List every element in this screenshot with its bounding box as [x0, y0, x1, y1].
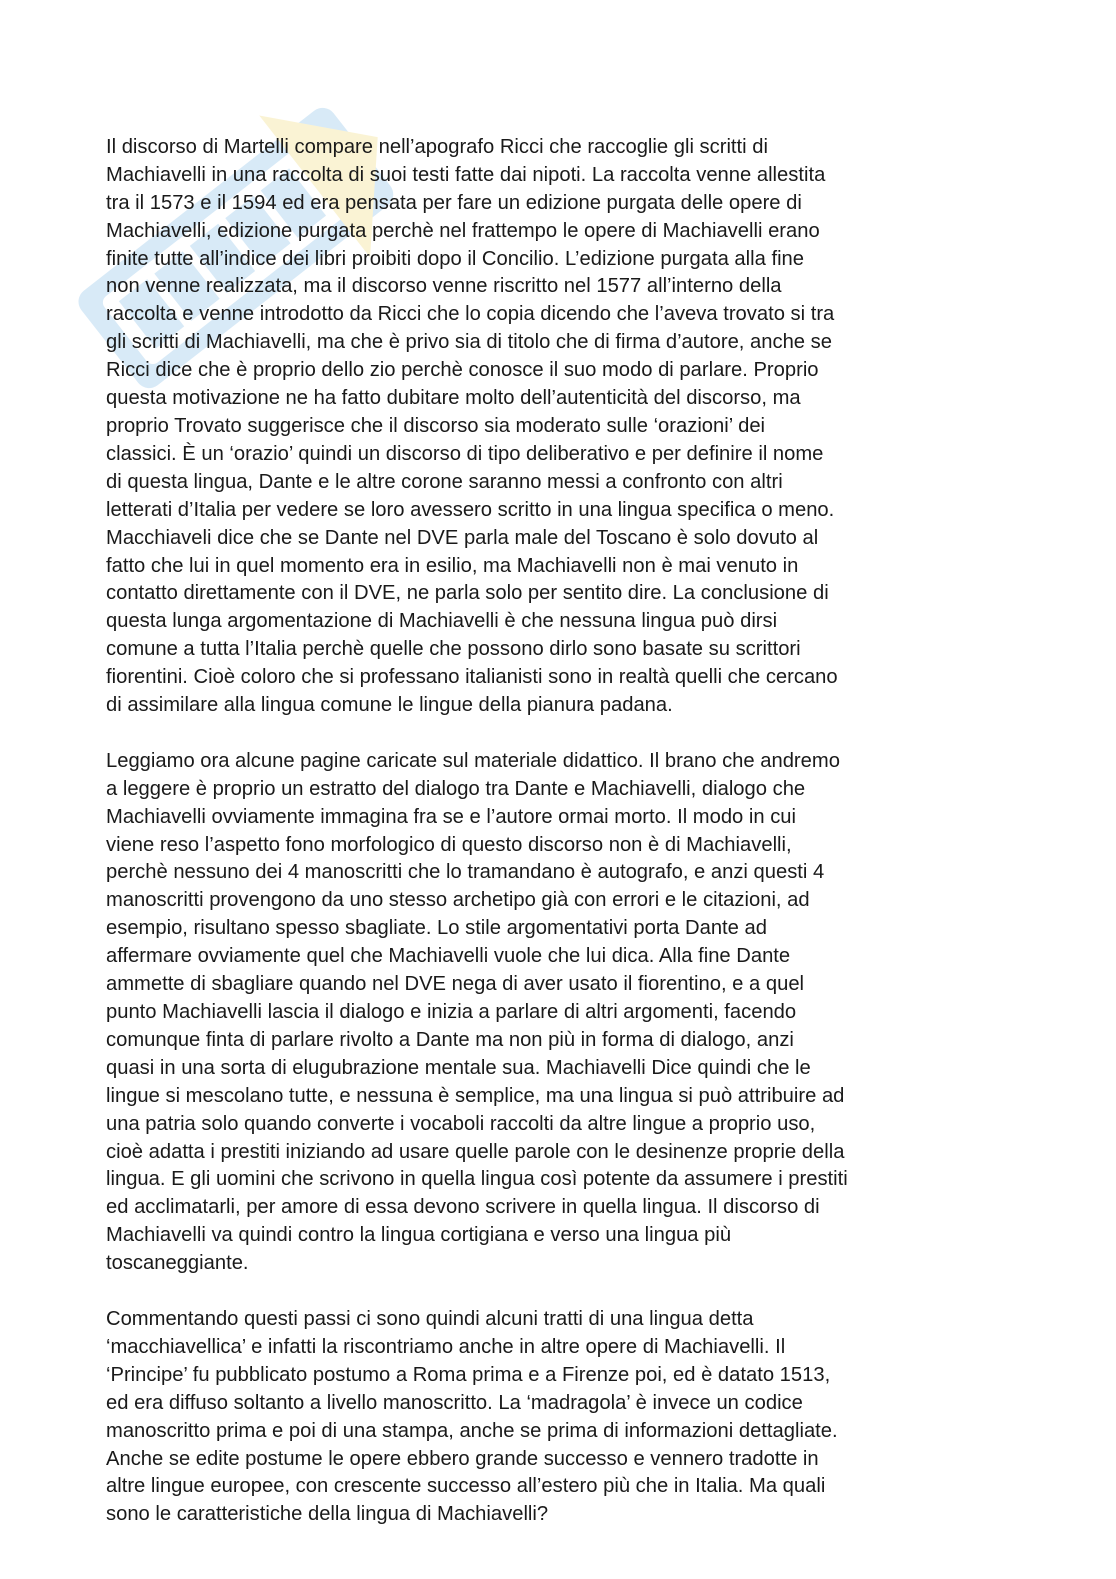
paragraph-2: Leggiamo ora alcune pagine caricate sul materiale didattico. Il brano che andremo a leggere è proprio un estratto del dialogo tra Dante e Machiavelli, dialogo che Machiavelli ovviamente immagina fra se e l’autore ormai morto. Il modo in cui viene reso l’aspetto fono morfologico di questo discorso non è di Machiavelli, perchè nessuno dei 4 manoscritti che lo tramandano è autografo, e anzi questi 4 manoscritti provengono da uno stesso archetipo già con errori e le citazioni, ad esempio, risultano spesso sbagliate. Lo stile argomentativi porta Dante ad affermare ovviamente quel che Machiavelli vuole che lui dica. Alla fine Dante ammette di sbagliare quando nel DVE nega di aver usato il fiorentino, e a quel punto Machiavelli lascia il dialogo e inizia a parlare di altri argomenti, facendo comunque finta di parlare rivolto a Dante ma non più in forma di dialogo, anzi quasi in una sorta di elugubrazione mentale sua. Machiavelli Dice quindi che le lingue si mescolano tutte, e nessuna è semplice, ma una lingua si può attribuire ad una patria solo quando converte i vocaboli raccolti da altre lingue a proprio uso, cioè adatta i prestiti iniziando ad usare quelle parole con le desinenze proprie della lingua. E gli uomini che scrivono in quella lingua così potente da assumere i prestiti ed acclimatarli, per amore di essa devono scrivere in quella lingua. Il discorso di Machiavelli va quindi contro la lingua cortigiana e verso una lingua più toscaneggiante.: [106, 749, 848, 1275]
paragraph-1: Il discorso di Martelli compare nell’apografo Ricci che raccoglie gli scritti di Machiavelli in una raccolta di suoi testi fatte dai nipoti. La raccolta venne allestita tra il 1573 e il 1594 ed era pensata per fare un edizione purgata delle opere di Machiavelli, edizione purgata perchè nel frattempo le opere di Machiavelli erano finite tutte all’indice dei libri proibiti dopo il Concilio. L’edizione purgata alla fine non venne realizzata, ma il discorso venne riscritto nel 1577 all’interno della raccolta e venne introdotto da Ricci che lo copia dicendo che l’aveva trovato si tra gli scritti di Machiavelli, ma che è privo sia di titolo che di firma d’autore, anche se Ricci dice che è proprio dello zio perchè conosce il suo modo di parlare. Proprio questa motivazione ne ha fatto dubitare molto dell’autenticità del discorso, ma proprio Trovato suggerisce che il discorso sia moderato sulle ‘orazioni’ dei classici. È un ‘orazio’ quindi un discorso di tipo deliberativo e per definire il nome di questa lingua, Dante e le altre corone saranno messi a confronto con altri letterati d’Italia per vedere se loro avessero scritto in una lingua specifica o meno. Macchiaveli dice che se Dante nel DVE parla male del Toscano è solo dovuto al fatto che lui in quel momento era in esilio, ma Machiavelli non è mai venuto in contatto direttamente con il DVE, ne parla solo per sentito dire. La conclusione di questa lunga argomentazione di Machiavelli è che nessuna lingua può dirsi comune a tutta l’Italia perchè quelle che possono dirlo sono basate su scrittori fiorentini. Cioè coloro che si professano italianisti sono in realtà quelli che cercano di assimilare alla lingua comune le lingue della pianura padana.: [106, 135, 838, 717]
document-body: [106, 106, 1006, 1557]
paragraph-3: Commentando questi passi ci sono quindi alcuni tratti di una lingua detta ‘macchiavellica’ e infatti la riscontriamo anche in altre opere di Machiavelli. Il ‘Principe’ fu pubblicato postumo a Roma prima e a Firenze poi, ed è datato 1513, ed era diffuso soltanto a livello manoscritto. La ‘madragola’ è invece un codice manoscritto prima e poi di una stampa, anche se prima di informazioni dettagliate. Anche se edite postume le opere ebbero grande successo e vennero tradotte in altre lingue europee, con crescente successo all’estero più che in Italia. Ma quali sono le caratteristiche della lingua di Machiavelli?: [106, 1307, 838, 1526]
